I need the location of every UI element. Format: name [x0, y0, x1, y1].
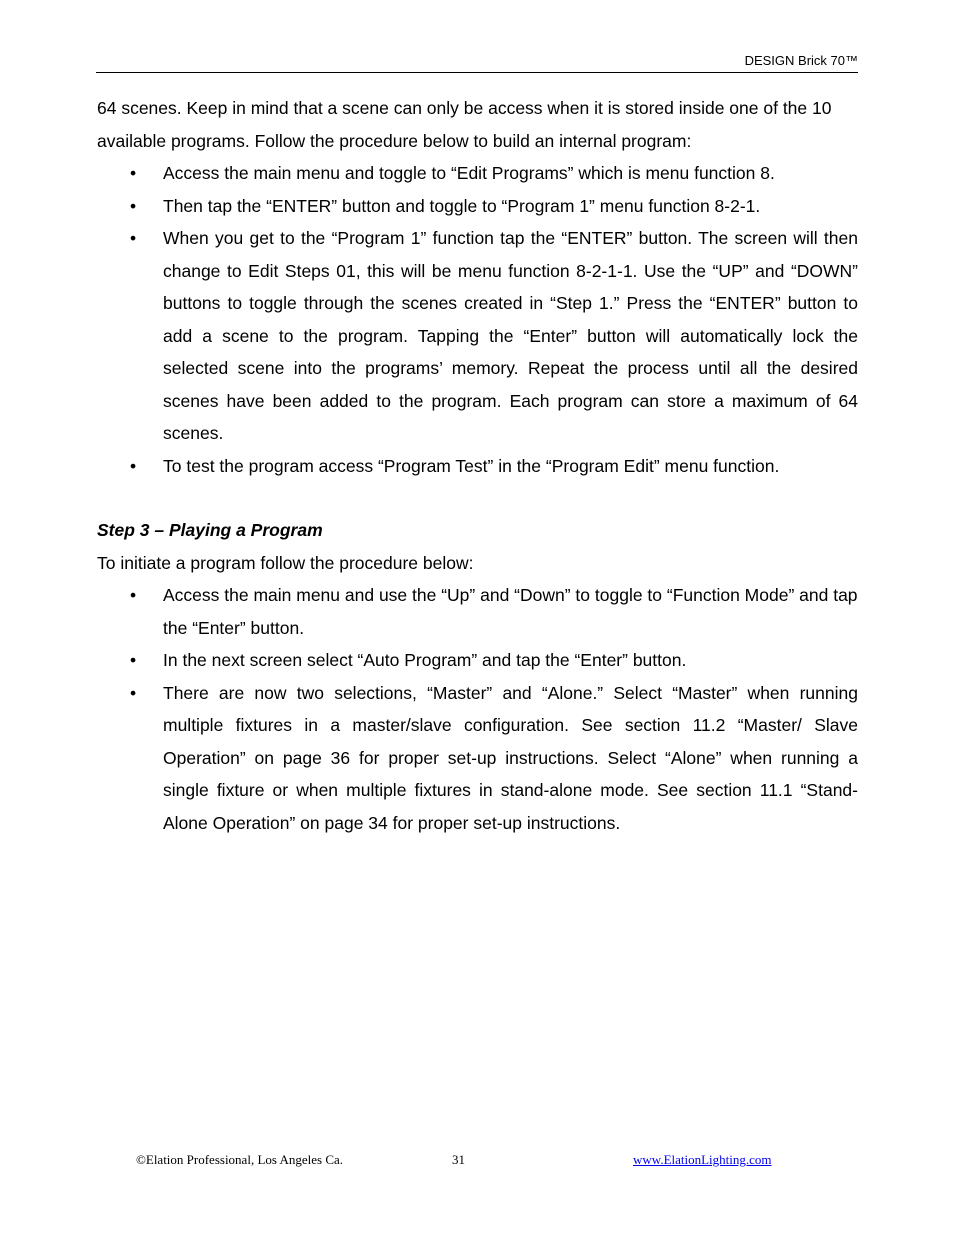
list-item: [97, 644, 858, 677]
list-item-text: In the next screen select “Auto Program” and tap the “Enter” button.: [163, 650, 687, 670]
page-footer: [0, 1152, 954, 1172]
list-item-text: When you get to the “Program 1” function tap the “ENTER” button. The screen will then change to Edit Steps 01, this will be menu function 8-2-1-1. Use the “UP” and “DOWN” buttons to toggle through the scenes created in “Step 1.” Press the “ENTER” button to add a scene to the program. Tapping the “Enter” button will automatically lock the selected scene into the programs’ memory. Repeat the process until all the desired scenes have been added to the program. Each program can store a maximum of 64 scenes.: [163, 228, 858, 443]
list-item: [97, 579, 858, 644]
list-item-text: Access the main menu and use the “Up” and “Down” to toggle to “Function Mode” and tap the “Enter” button.: [163, 585, 858, 638]
bullet-icon: •: [130, 650, 137, 670]
bullet-icon: •: [130, 228, 137, 248]
list-item: [97, 677, 858, 840]
list-item-text: To test the program access “Program Test” in the “Program Edit” menu function.: [163, 455, 780, 476]
list-item-text: Then tap the “ENTER” button and toggle to “Program 1” menu function 8-2-1.: [163, 195, 761, 216]
bullet-icon: •: [130, 455, 137, 476]
list-item-text: Access the main menu and toggle to “Edit Programs” which is menu function 8.: [163, 163, 775, 183]
list-item-text: There are now two selections, “Master” and “Alone.” Select “Master” when running multiple fixtures in a master/slave configuration. See section 11.2 “Master/ Slave Operation” on page 36 for proper set-up instructions. Select “Alone” when running a single fixture or when multiple fixtures in stand-alone mode. See section 11.1 “Stand-Alone Operation” on page 34 for proper set-up instructions.: [163, 682, 858, 833]
bullet-icon: •: [130, 163, 137, 183]
bullet-icon: •: [130, 195, 137, 216]
list-item: [97, 190, 858, 223]
page-number: 31: [452, 1152, 465, 1167]
program-steps-list: [97, 157, 858, 482]
list-item: [97, 222, 858, 450]
bullet-icon: •: [130, 585, 137, 605]
intro-paragraph: 64 scenes. Keep in mind that a scene can only be access when it is stored inside one of the 10 available programs. Follow the procedure below to build an internal program:: [97, 98, 832, 151]
page-content: [97, 92, 858, 839]
copyright-text: ©Elation Professional, Los Angeles Ca.: [136, 1152, 344, 1167]
document-title: DESIGN Brick 70™: [744, 53, 858, 68]
section-heading: Step 3 – Playing a Program: [97, 520, 323, 540]
list-item: [97, 157, 858, 190]
website-link[interactable]: www.ElationLighting.com: [633, 1152, 772, 1167]
page-header: [96, 54, 858, 73]
play-steps-list: [97, 579, 858, 839]
bullet-icon: •: [130, 682, 137, 703]
list-item: [97, 450, 858, 483]
section-intro: To initiate a program follow the procedure below:: [97, 552, 474, 573]
